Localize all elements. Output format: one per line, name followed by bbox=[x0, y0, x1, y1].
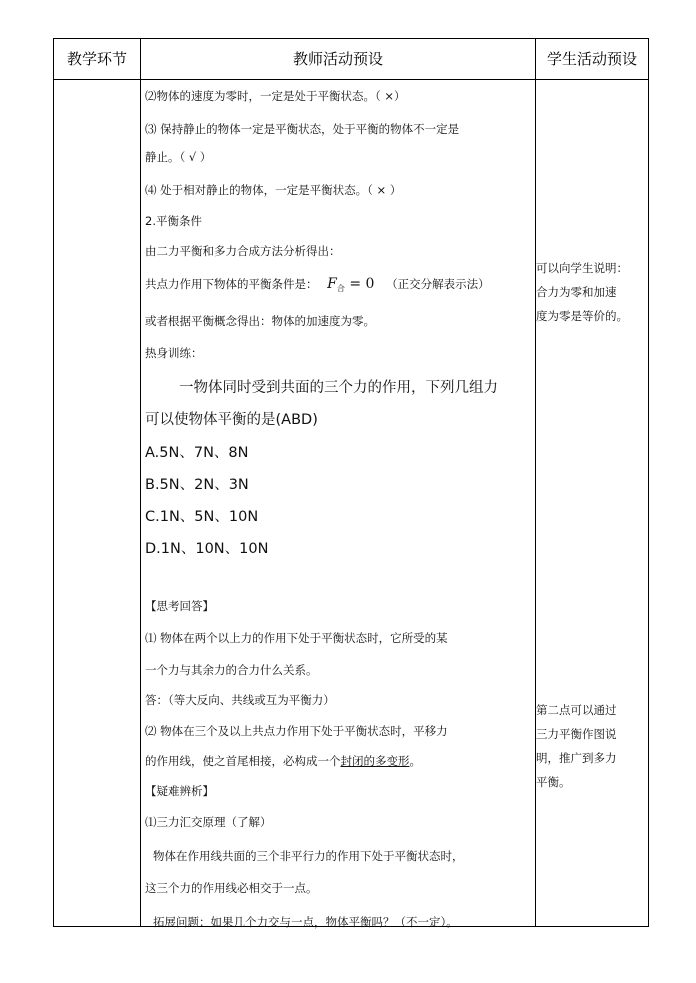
text-line: 这三个力的作用线必相交于一点。 bbox=[145, 881, 318, 895]
student-note-1 bbox=[536, 256, 649, 328]
note-line: 合力为零和加速 bbox=[536, 285, 617, 299]
note-line: 明，推广到多力 bbox=[536, 751, 617, 765]
text-segment: （正交分解表示法） bbox=[386, 277, 490, 291]
formula-subscript: 合 bbox=[336, 284, 345, 293]
student-note-2 bbox=[536, 698, 649, 794]
doubt-analysis-heading: 【疑难辨析】 bbox=[145, 784, 214, 798]
header-teacher-activity: 教师活动预设 bbox=[292, 50, 383, 68]
text-line: ⑵ 物体在三个及以上共点力作用下处于平衡状态时，平移力 bbox=[145, 724, 448, 738]
equilibrium-condition bbox=[145, 276, 490, 294]
text-line bbox=[145, 753, 421, 769]
text-line: ⑷ 处于相对静止的物体，一定是平衡状态。（ × ） bbox=[145, 183, 402, 197]
text-line: ⑵物体的速度为零时，一定是处于平衡状态。（ ×） bbox=[145, 89, 406, 103]
note-line: 可以向学生说明： bbox=[536, 261, 628, 275]
text-line: 拓展问题：如果几个力交与一点，物体平衡吗？（不一定）。 bbox=[153, 915, 458, 929]
text-line: 静止。（ √ ） bbox=[145, 150, 212, 164]
option-b: B.5N、2N、3N bbox=[145, 477, 249, 493]
text-segment: 的作用线，使之首尾相接，必构成一个 bbox=[145, 754, 341, 768]
text-line: 物体在作用线共面的三个非平行力的作用下处于平衡状态时， bbox=[153, 849, 464, 863]
option-c: C.1N、5N、10N bbox=[145, 509, 259, 525]
note-line: 第二点可以通过 bbox=[536, 703, 617, 717]
header-student-activity: 学生活动预设 bbox=[546, 50, 637, 68]
text-line: ⑴三力汇交原理（了解） bbox=[145, 815, 272, 829]
formula-symbol: F bbox=[327, 276, 337, 292]
exercise-question-line1: 一物体同时受到共面的三个力的作用，下列几组力 bbox=[179, 380, 498, 396]
header-teaching-stage: 教学环节 bbox=[66, 50, 127, 68]
section-heading: 2.平衡条件 bbox=[145, 214, 202, 228]
text-line: 热身训练： bbox=[145, 346, 203, 360]
text-line: 由二力平衡和多力合成方法分析得出： bbox=[145, 244, 341, 258]
text-line: 答：（等大反向、共线或互为平衡力） bbox=[145, 693, 335, 707]
underlined-term: 封闭的多变形 bbox=[340, 754, 410, 768]
think-answer-heading: 【思考回答】 bbox=[145, 599, 214, 613]
formula-equals: = 0 bbox=[344, 276, 375, 292]
column-divider-1 bbox=[140, 39, 141, 926]
note-line: 三力平衡作图说 bbox=[536, 727, 617, 741]
text-line: ⑴ 物体在两个以上力的作用下处于平衡状态时，它所受的某 bbox=[145, 631, 448, 645]
note-line: 平衡。 bbox=[536, 775, 571, 789]
option-d: D.1N、10N、10N bbox=[145, 541, 269, 557]
text-line: ⑶ 保持静止的物体一定是平衡状态，处于平衡的物体不一定是 bbox=[145, 122, 460, 136]
header-divider bbox=[54, 79, 648, 80]
exercise-question-line2: 可以使物体平衡的是(ABD) bbox=[145, 412, 318, 428]
text-line: 或者根据平衡概念得出：物体的加速度为零。 bbox=[145, 314, 375, 328]
note-line: 度为零是等价的。 bbox=[536, 309, 628, 323]
text-segment: 共点力作用下物体的平衡条件是： bbox=[145, 277, 318, 291]
text-segment: 。 bbox=[409, 754, 421, 768]
formula-F bbox=[327, 276, 374, 292]
lesson-plan-table bbox=[53, 38, 649, 927]
option-a: A.5N、7N、8N bbox=[145, 445, 249, 461]
text-line: 一个力与其余力的合力什么关系。 bbox=[145, 663, 318, 677]
